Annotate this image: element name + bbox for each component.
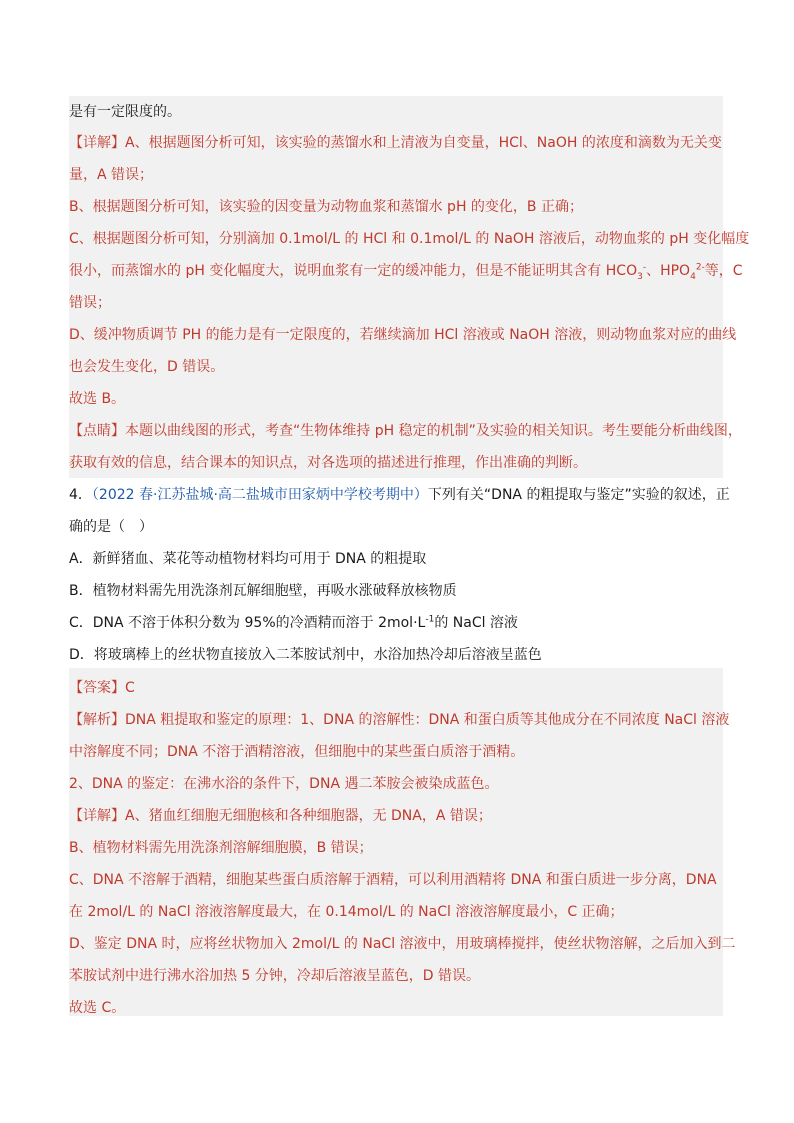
q4-analysis-3: 2、DNA 的鉴定：在沸水浴的条件下，DNA 遇二苯胺会被染成蓝色。 [69,776,499,792]
q4-option-a: A．新鲜猪血、菜花等动植物材料均可用于 DNA 的粗提取 [69,551,427,567]
note-tag: 【点睛】 [69,423,125,439]
detail-tag: 【详解】 [69,808,125,824]
q4-choose: 故选 C。 [69,1000,126,1016]
q3-detail-a1: 【详解】A、根据题图分析可知，该实验的蒸馏水和上清液为自变量，HCl、NaOH 的浓度和滴数为无关变 [69,135,722,151]
q3-detail-b: B、根据题图分析可知，该实验的因变量为动物血浆和蒸馏水 pH 的变化，B 正确； [69,199,583,215]
q3-explanation-block [69,96,750,478]
q3-detail-d1: D、缓冲物质调节 PH 的能力是有一定限度的，若继续滴加 HCl 溶液或 NaOH 溶液，则动物血浆对应的曲线 [69,327,737,343]
q4-detail-c2: 在 2mol/L 的 NaCl 溶液溶解度最大，在 0.14mol/L 的 NaCl 溶液溶解度最小，C 正确； [69,904,624,920]
q3-detail-a2: 量，A 错误； [69,167,154,183]
q3-detail-c1: C、根据题图分析可知，分别滴加 0.1mol/L 的 HCl 和 0.1mol/L 的 NaOH 溶液后，动物血浆的 pH 变化幅度 [69,231,750,247]
q4-stem-2: 确的是（ ） [69,519,153,535]
q4-analysis-2: 中溶解度不同；DNA 不溶于酒精溶液，但细胞中的某些蛋白质溶于酒精。 [69,744,525,760]
q4-option-d: D．将玻璃棒上的丝状物直接放入二苯胺试剂中，水浴加热冷却后溶液呈蓝色 [69,647,542,663]
q3-detail-c2: 很小，而蒸馏水的 pH 变化幅度大，说明血浆有一定的缓冲能力，但是不能证明其含有 $HCO_3^-$、$HPO_4^{2-}$等，C [69,262,743,282]
q3-line-0: 是有一定限度的。 [69,104,181,120]
q4-answer: 【答案】C [69,680,135,696]
q3-detail-c3: 错误； [69,295,111,311]
q3-note-1: 【点睛】本题以曲线图的形式，考查“生物体维持 pH 稳定的机制”及实验的相关知识。考生要能分析曲线图， [69,423,742,439]
q4-source: （2022 春·江苏盐城·高二盐城市田家炳中学校考期中） [91,487,428,503]
q4-detail-a: 【详解】A、猪血红细胞无细胞核和各种细胞器，无 DNA，A 错误； [69,808,492,824]
q4-option-b: B．植物材料需先用洗涤剂瓦解细胞壁，再吸水涨破释放核物质 [69,583,457,599]
q4-analysis-1: 【解析】DNA 粗提取和鉴定的原理：1、DNA 的溶解性：DNA 和蛋白质等其他成分在不同浓度 NaCl 溶液 [69,712,730,728]
q4-option-c: C．DNA 不溶于体积分数为 95%的冷酒精而溶于 $2mol\cdot L^{-1}$的 NaCl 溶液 [69,614,518,631]
q4-detail-b: B、植物材料需先用洗涤剂溶解细胞膜，B 错误； [69,840,373,856]
q4-detail-d2: 苯胺试剂中进行沸水浴加热 5 分钟，冷却后溶液呈蓝色，D 错误。 [69,968,481,984]
q4-detail-c1: C、DNA 不溶解于酒精，细胞某些蛋白质溶解于酒精，可以利用酒精将 DNA 和蛋白质进一步分离，DNA [69,872,717,888]
q3-choose: 故选 B。 [69,391,126,407]
q4-detail-d1: D、鉴定 DNA 时，应将丝状物加入 2mol/L 的 NaCl 溶液中，用玻璃棒搅拌，使丝状物溶解，之后加入到二 [69,936,736,952]
analysis-tag: 【解析】 [69,712,125,728]
q3-note-2: 获取有效的信息，结合课本的知识点，对各选项的描述进行推理，作出准确的判断。 [69,455,587,471]
detail-tag: 【详解】 [69,135,125,151]
answer-tag: 【答案】 [69,680,125,696]
q4-stem-1: 4．（2022 春·江苏盐城·高二盐城市田家炳中学校考期中）下列有关“DNA 的粗提取与鉴定”实验的叙述，正 [69,487,730,503]
q3-detail-d2: 也会发生变化，D 错误。 [69,359,225,375]
